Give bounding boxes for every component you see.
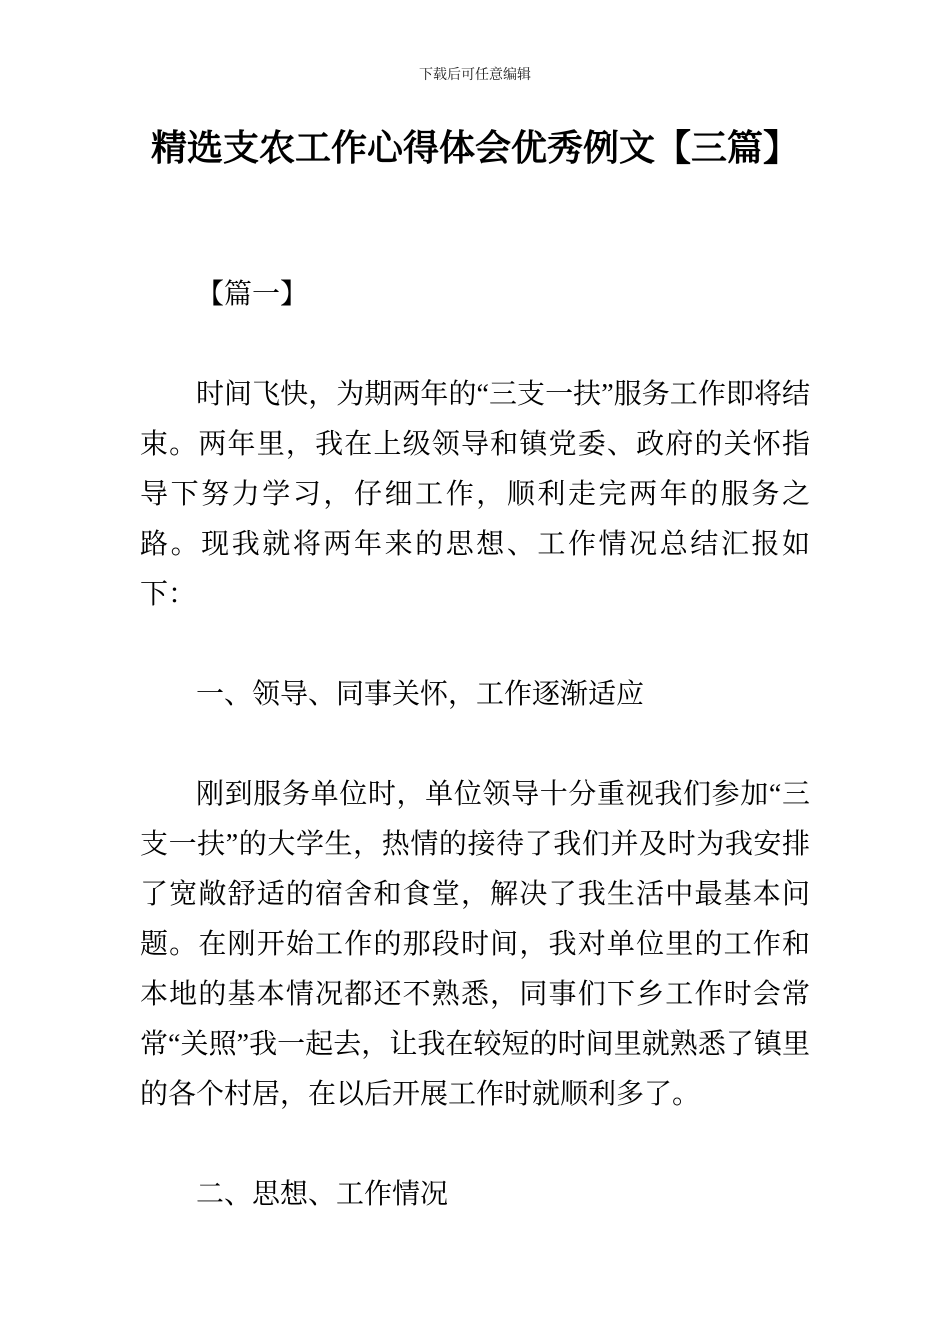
- paragraph-section-1: 刚到服务单位时，单位领导十分重视我们参加“三支一扶”的大学生，热情的接待了我们并及时为我安排了宽敞舒适的宿舍和食堂，解决了我生活中最基本问题。在刚开始工作的那段时间，我对单位里的工作和本地的基本情况都还不熟悉，同事们下乡工作时会常常“关照”我一起去，让我在较短的时间里就熟悉了镇里的各个村居，在以后开展工作时就顺利多了。: [140, 779, 810, 1110]
- document-body: [140, 270, 810, 1220]
- edit-notice: 下载后可任意编辑: [419, 68, 531, 83]
- section-heading-2: 二、思想、工作情况: [196, 1179, 449, 1210]
- section-heading-1: 一、领导、同事关怀，工作逐渐适应: [196, 679, 645, 710]
- paragraph-intro: 时间飞快，为期两年的“三支一扶”服务工作即将结束。两年里，我在上级领导和镇党委、政府的关怀指导下努力学习，仔细工作，顺利走完两年的服务之路。现我就将两年来的思想、工作情况总结汇报如下：: [140, 379, 810, 610]
- document-title: 精选支农工作心得体会优秀例文【三篇】: [150, 127, 799, 168]
- section-label-part-one: 【篇一】: [196, 279, 309, 310]
